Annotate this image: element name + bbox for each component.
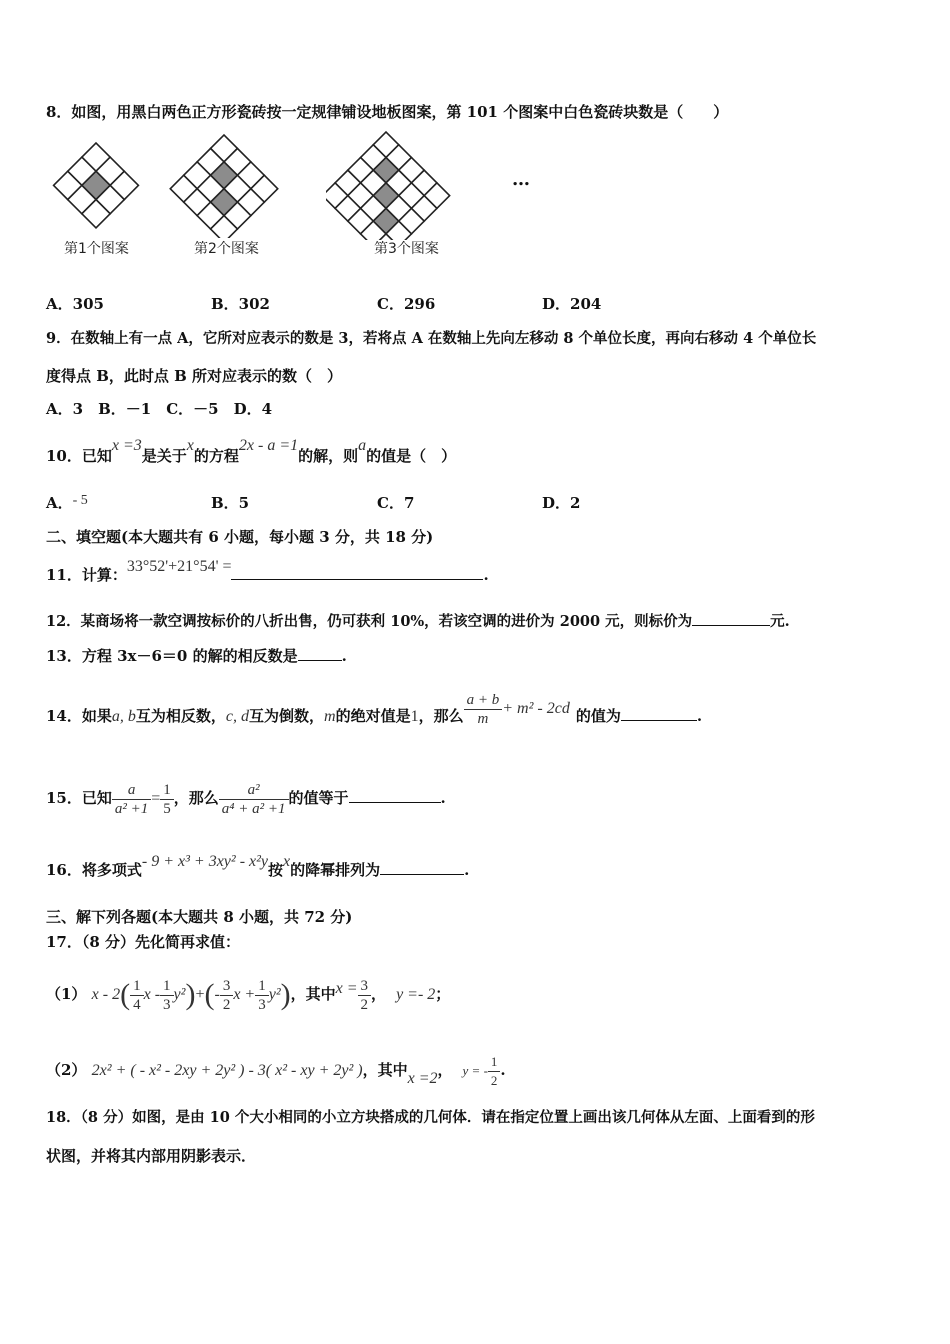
q11-expression: 33°52'+21°54' = [126,558,232,575]
q14-fraction: $\frac{a + b}{m}$ [464,691,503,728]
q13-answer-blank[interactable] [298,646,342,661]
q14-tail: + m² - 2cd [502,700,570,717]
q10-option-a-value: - 5 [72,493,88,508]
pattern-ellipsis: … [512,169,530,190]
q16-answer-blank[interactable] [380,860,464,875]
q8-option-c: C．296 [377,295,436,313]
q15-answer-blank[interactable] [349,788,441,803]
q9-stem-line1: 9．在数轴上有一点 A，它所对应表示的数是 3，若将点 A 在数轴上先向左移动 8 个单位长度，再向右移动 4 个单位长 [46,330,817,347]
pattern-3-figure [326,128,496,240]
pattern-2-figure [166,130,306,238]
pattern-2-caption: 第2个图案 [194,241,259,257]
q8-stem: 8．如图，用黑白两色正方形瓷砖按一定规律铺设地板图案，第 101 个图案中白色瓷砖块数是（ ） [46,103,729,121]
q15-stem: 15．已知 $\frac{a}{\text{a² +1}}$ = $\frac{1}{5}$ ，那么 $\frac{\text{a²}}{\text{a⁴ + a² +1}}$ 的值等于 . [46,781,446,817]
q18-stem-line2: 状图，并将其内部用阴影表示． [46,1147,257,1165]
q10-mid3: 的解，则 [298,447,359,465]
section-2-heading: 二、填空题(本大题共有 6 小题，每小题 3 分，共 18 分) [46,528,434,546]
q10-condition: x =3 [111,437,142,454]
q13-stem: 13．方程 3x－6＝0 的解的相反数是 . [46,647,347,665]
q10-option-a: A．- 5 [46,493,88,512]
q10-variable: x [186,437,194,454]
q9-options: A．3 B．－1 C．－5 D．4 [46,400,273,418]
q10-a: a [358,437,367,454]
q14-m: m [324,708,336,725]
q10-stem [46,437,457,467]
q16-polynomial: - 9 + x³ + 3xy² - x²y [141,853,269,870]
q10-option-b: B．5 [211,494,250,512]
q17-title: 17．（8 分）先化简再求值： [46,933,241,951]
q10-equation: 2x - a =1 [238,437,299,454]
q12-stem: 12．某商场将一款空调按标价的八折出售，仍可获利 10%，若该空调的进价为 2000 元，则标价为 元. [46,613,790,630]
q10-option-c: C．7 [377,494,415,512]
pattern-1-figure [46,138,146,230]
q10-mid1: 是关于 [141,447,187,465]
q10-post: 的值是（ ） [366,447,457,465]
q16-stem: 16．将多项式- 9 + x³ + 3xy² - x²y按x的降幂排列为 . [46,853,470,879]
section-3-heading: 三、解下列各题(本大题共 8 小题，共 72 分) [46,908,353,926]
q8-option-b: B．302 [211,295,270,313]
q17-part-2: （2） 2x² + ( - x² - 2xy + 2y² ) - 3( x² - xy + 2y² )，其中x =2， y = - $\frac{1}{2}$ . [46,1053,506,1088]
q17-part-1: （1） x - 2( $\frac{1}{4}$ x - $\frac{1}{3}$ y²)+(- $\frac{3}{2}$ x + $\frac{1}{3}$ y²)，其中x = $\frac{3}{2}$ ， y =- 2； [46,977,451,1013]
q18-stem-line1: 18．（8 分）如图，是由 10 个大小相同的小立方块搭成的几何体．请在指定位置上画出该几何体从左面、上面看到的形 [46,1109,815,1126]
q11-stem: 11．计算：33°52'+21°54' = . [46,558,489,584]
q9-stem-line2: 度得点 B，此时点 B 所对应表示的数（ ） [46,367,343,385]
q15-fraction-3: $\frac{\text{a²}}{\text{a⁴ + a² +1}}$ [219,781,289,818]
q10-option-d: D．2 [542,494,581,512]
pattern-1-caption: 第1个图案 [64,241,129,257]
q14-cd: c, d [225,708,249,725]
q14-one: 1 [410,708,419,725]
q15-fraction-2: $\frac{1}{5}$ [160,781,174,818]
pattern-3-caption: 第3个图案 [374,241,439,257]
q14-stem: 14．如果a, b互为相反数，c, d互为倒数，m的绝对值是1，那么 $\frac{a + b}{m}$ + m² - 2cd 的值为 . [46,691,703,727]
q11-answer-blank[interactable] [231,565,483,580]
q15-fraction-1: $\frac{a}{\text{a² +1}}$ [112,781,151,818]
q8-option-a: A．305 [46,295,104,313]
q10-pre: 10．已知 [46,447,112,465]
q14-ab: a, b [111,708,136,725]
q14-answer-blank[interactable] [621,706,697,721]
q12-answer-blank[interactable] [692,611,770,626]
q10-mid2: 的方程 [193,447,239,465]
q16-x: x [283,853,291,870]
q8-option-d: D．204 [542,295,602,313]
